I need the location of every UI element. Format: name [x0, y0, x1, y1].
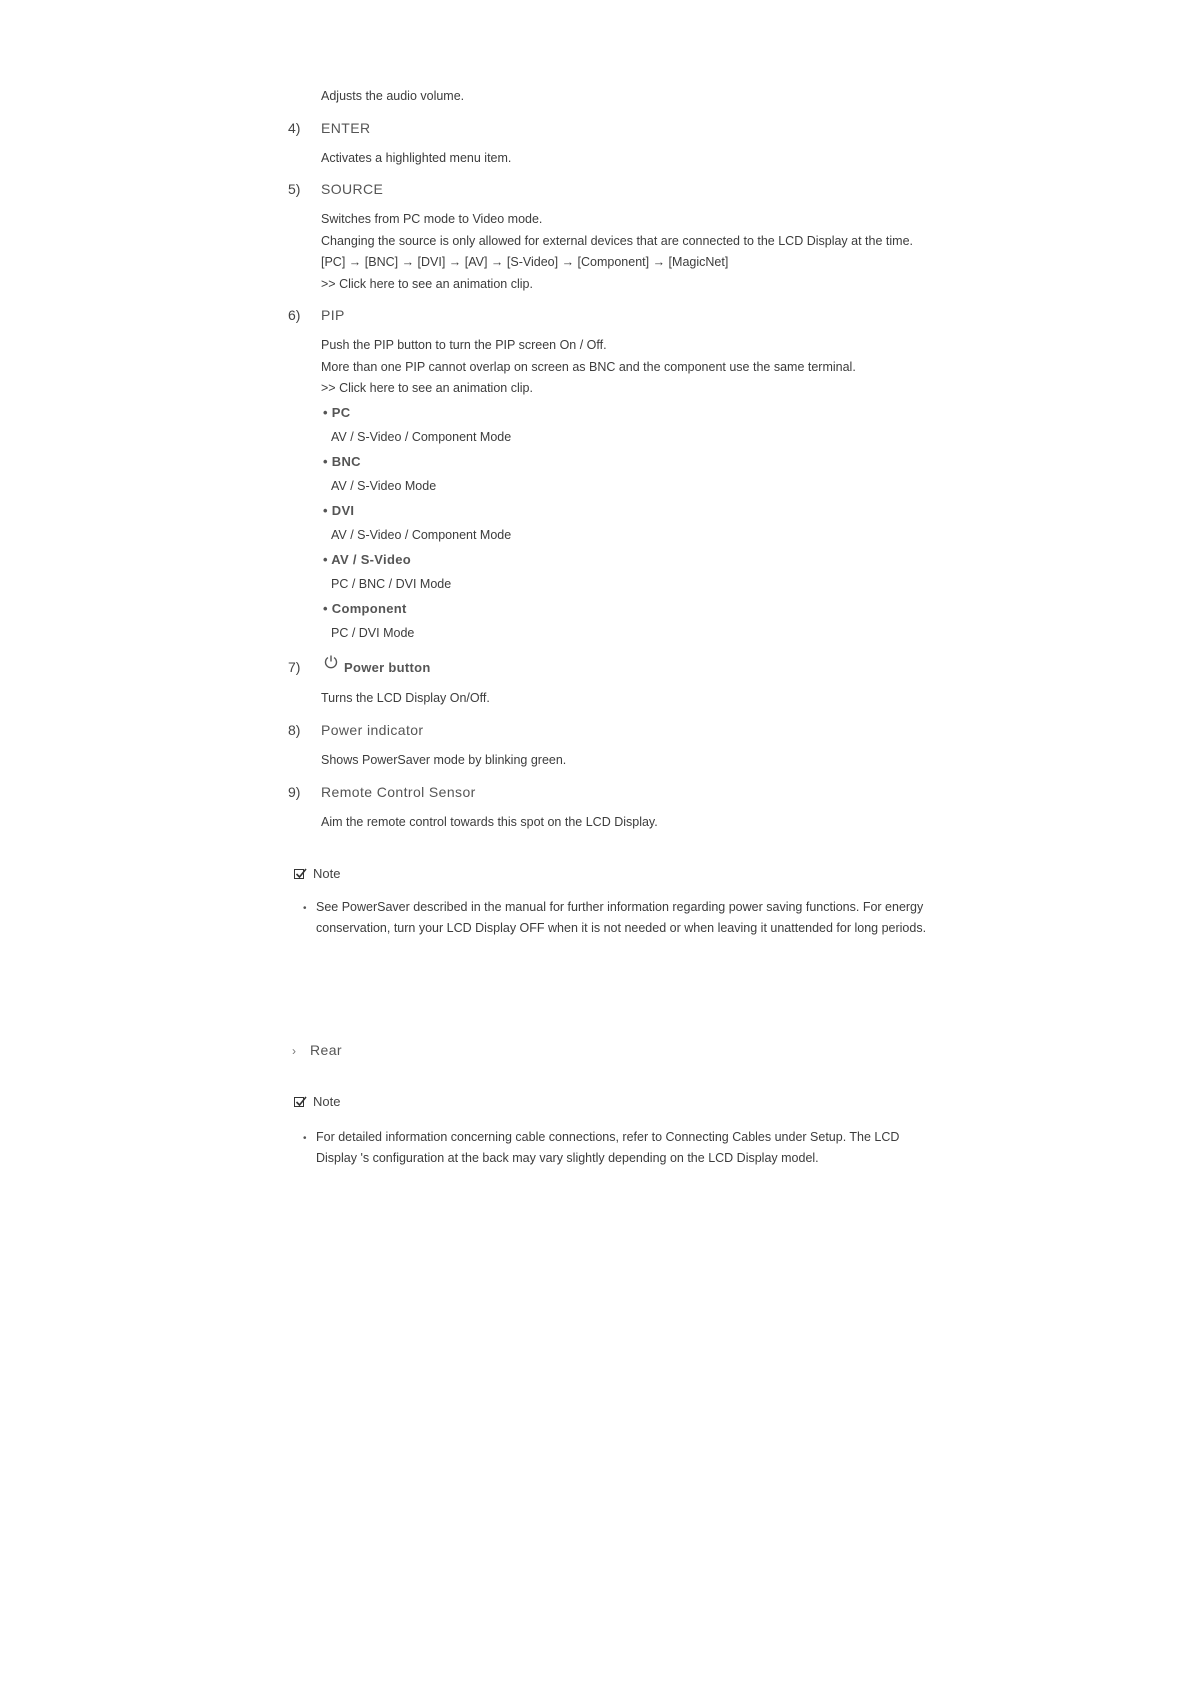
note-bullet: •: [303, 903, 307, 914]
item-number-power-indicator: 8): [288, 722, 301, 738]
item-title-power-indicator: Power indicator: [321, 722, 424, 738]
source-animation-link[interactable]: >> Click here to see an animation clip.: [321, 277, 533, 291]
power-button-description: Turns the LCD Display On/Off.: [321, 691, 490, 705]
pip-mode-label-bnc: • BNC: [323, 454, 361, 469]
pip-animation-link[interactable]: >> Click here to see an animation clip.: [321, 381, 533, 395]
item-title-enter: ENTER: [321, 120, 371, 136]
pip-mode-label-dvi: • DVI: [323, 503, 355, 518]
item-number-pip: 6): [288, 307, 301, 323]
source-sequence: [PC] → [BNC] → [DVI] → [AV] → [S-Video] → [Component] → [MagicNet]: [321, 255, 729, 269]
note-label: Note: [313, 1094, 341, 1109]
note-text: See PowerSaver described in the manual for further information regarding power saving functions. For energy conservation, turn your LCD Display OFF when it is not needed or when leaving it unattended for long periods.: [316, 900, 927, 935]
pip-mode-label-pc: • PC: [323, 405, 351, 420]
source-line-2: Changing the source is only allowed for external devices that are connected to the LCD Display at the time.: [321, 234, 913, 248]
note-text: For detailed information concerning cable connections, refer to Connecting Cables under Setup. The LCD Display 's configuration at the back may vary slightly depending on the LCD Display model.: [316, 1130, 900, 1165]
rear-section-title[interactable]: Rear: [310, 1042, 342, 1058]
pip-mode-desc-bnc: AV / S-Video Mode: [331, 479, 437, 493]
pip-mode-label-av-svideo: • AV / S-Video: [323, 552, 411, 567]
pip-line-1: Push the PIP button to turn the PIP screen On / Off.: [321, 338, 607, 352]
remote-sensor-description: Aim the remote control towards this spot on the LCD Display.: [321, 815, 658, 829]
enter-description: Activates a highlighted menu item.: [321, 151, 512, 165]
pip-mode-desc-pc: AV / S-Video / Component Mode: [331, 430, 512, 444]
item-title-pip: PIP: [321, 307, 345, 323]
item-number-source: 5): [288, 181, 301, 197]
pip-mode-label-component: • Component: [323, 601, 407, 616]
pip-mode-desc-av-svideo: PC / BNC / DVI Mode: [331, 577, 452, 591]
power-indicator-description: Shows PowerSaver mode by blinking green.: [321, 753, 567, 767]
note-checkbox-icon: [294, 1097, 304, 1107]
note-label: Note: [313, 866, 341, 881]
item-number-remote-sensor: 9): [288, 784, 301, 800]
source-line-1: Switches from PC mode to Video mode.: [321, 212, 543, 226]
pip-mode-desc-component: PC / DVI Mode: [331, 626, 415, 640]
item-number-power-button: 7): [288, 659, 301, 675]
pip-mode-desc-dvi: AV / S-Video / Component Mode: [331, 528, 512, 542]
intro-line: Adjusts the audio volume.: [321, 89, 465, 103]
pip-line-2: More than one PIP cannot overlap on screen as BNC and the component use the same terminal.: [321, 360, 856, 374]
item-title-power-button: Power button: [344, 660, 431, 675]
item-number-enter: 4): [288, 120, 301, 136]
item-title-source: SOURCE: [321, 181, 384, 197]
item-title-remote-sensor: Remote Control Sensor: [321, 784, 476, 800]
note-checkbox-icon: [294, 869, 304, 879]
note-bullet: •: [303, 1133, 307, 1144]
rear-marker: ›: [292, 1044, 296, 1058]
power-icon: [323, 654, 339, 670]
